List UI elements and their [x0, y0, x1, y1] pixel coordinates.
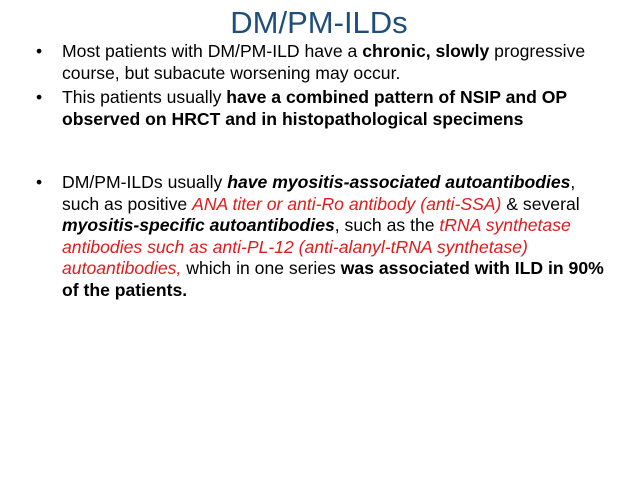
text-run: progressive course, but subacute worsening may occur. [62, 41, 586, 83]
text-run: , such as positive [62, 172, 576, 214]
red-italic-run: tRNA synthetase antibodies such as anti-PL-12 (anti-alanyl-tRNA synthetase) autoantibodies, [62, 215, 571, 278]
bullet-dot-icon: • [36, 87, 43, 107]
slide-title: DM/PM-ILDs [230, 5, 408, 40]
bold-run: chronic, slowly [362, 41, 490, 61]
bullet-item-1 [34, 41, 604, 84]
text-run: , such as the [334, 215, 440, 235]
bullet-dot-icon: • [36, 41, 43, 61]
text-run: DM/PM-ILDs usually [62, 172, 228, 192]
bullet-dot-icon: • [36, 172, 43, 192]
bullet-list [34, 41, 604, 304]
text-run: & several [501, 193, 580, 214]
bold-italic-run: have myositis-associated autoantibodies [227, 172, 571, 192]
red-italic-run: ANA titer or anti-Ro antibody (anti-SSA) [192, 193, 502, 214]
bullet-item-2 [34, 87, 604, 130]
bold-italic-run: myositis-specific autoantibodies [62, 215, 335, 235]
bold-run: was associated with ILD in 90% of the patients. [62, 258, 604, 300]
bullet-item-3 [34, 172, 604, 301]
text-run: which in one series [181, 258, 341, 278]
bold-run: have a combined pattern of NSIP and OP observed on HRCT and in histopathological specimens [62, 87, 567, 129]
text-run: Most patients with DM/PM-ILD have a [62, 41, 363, 61]
text-run: This patients usually [62, 87, 227, 107]
